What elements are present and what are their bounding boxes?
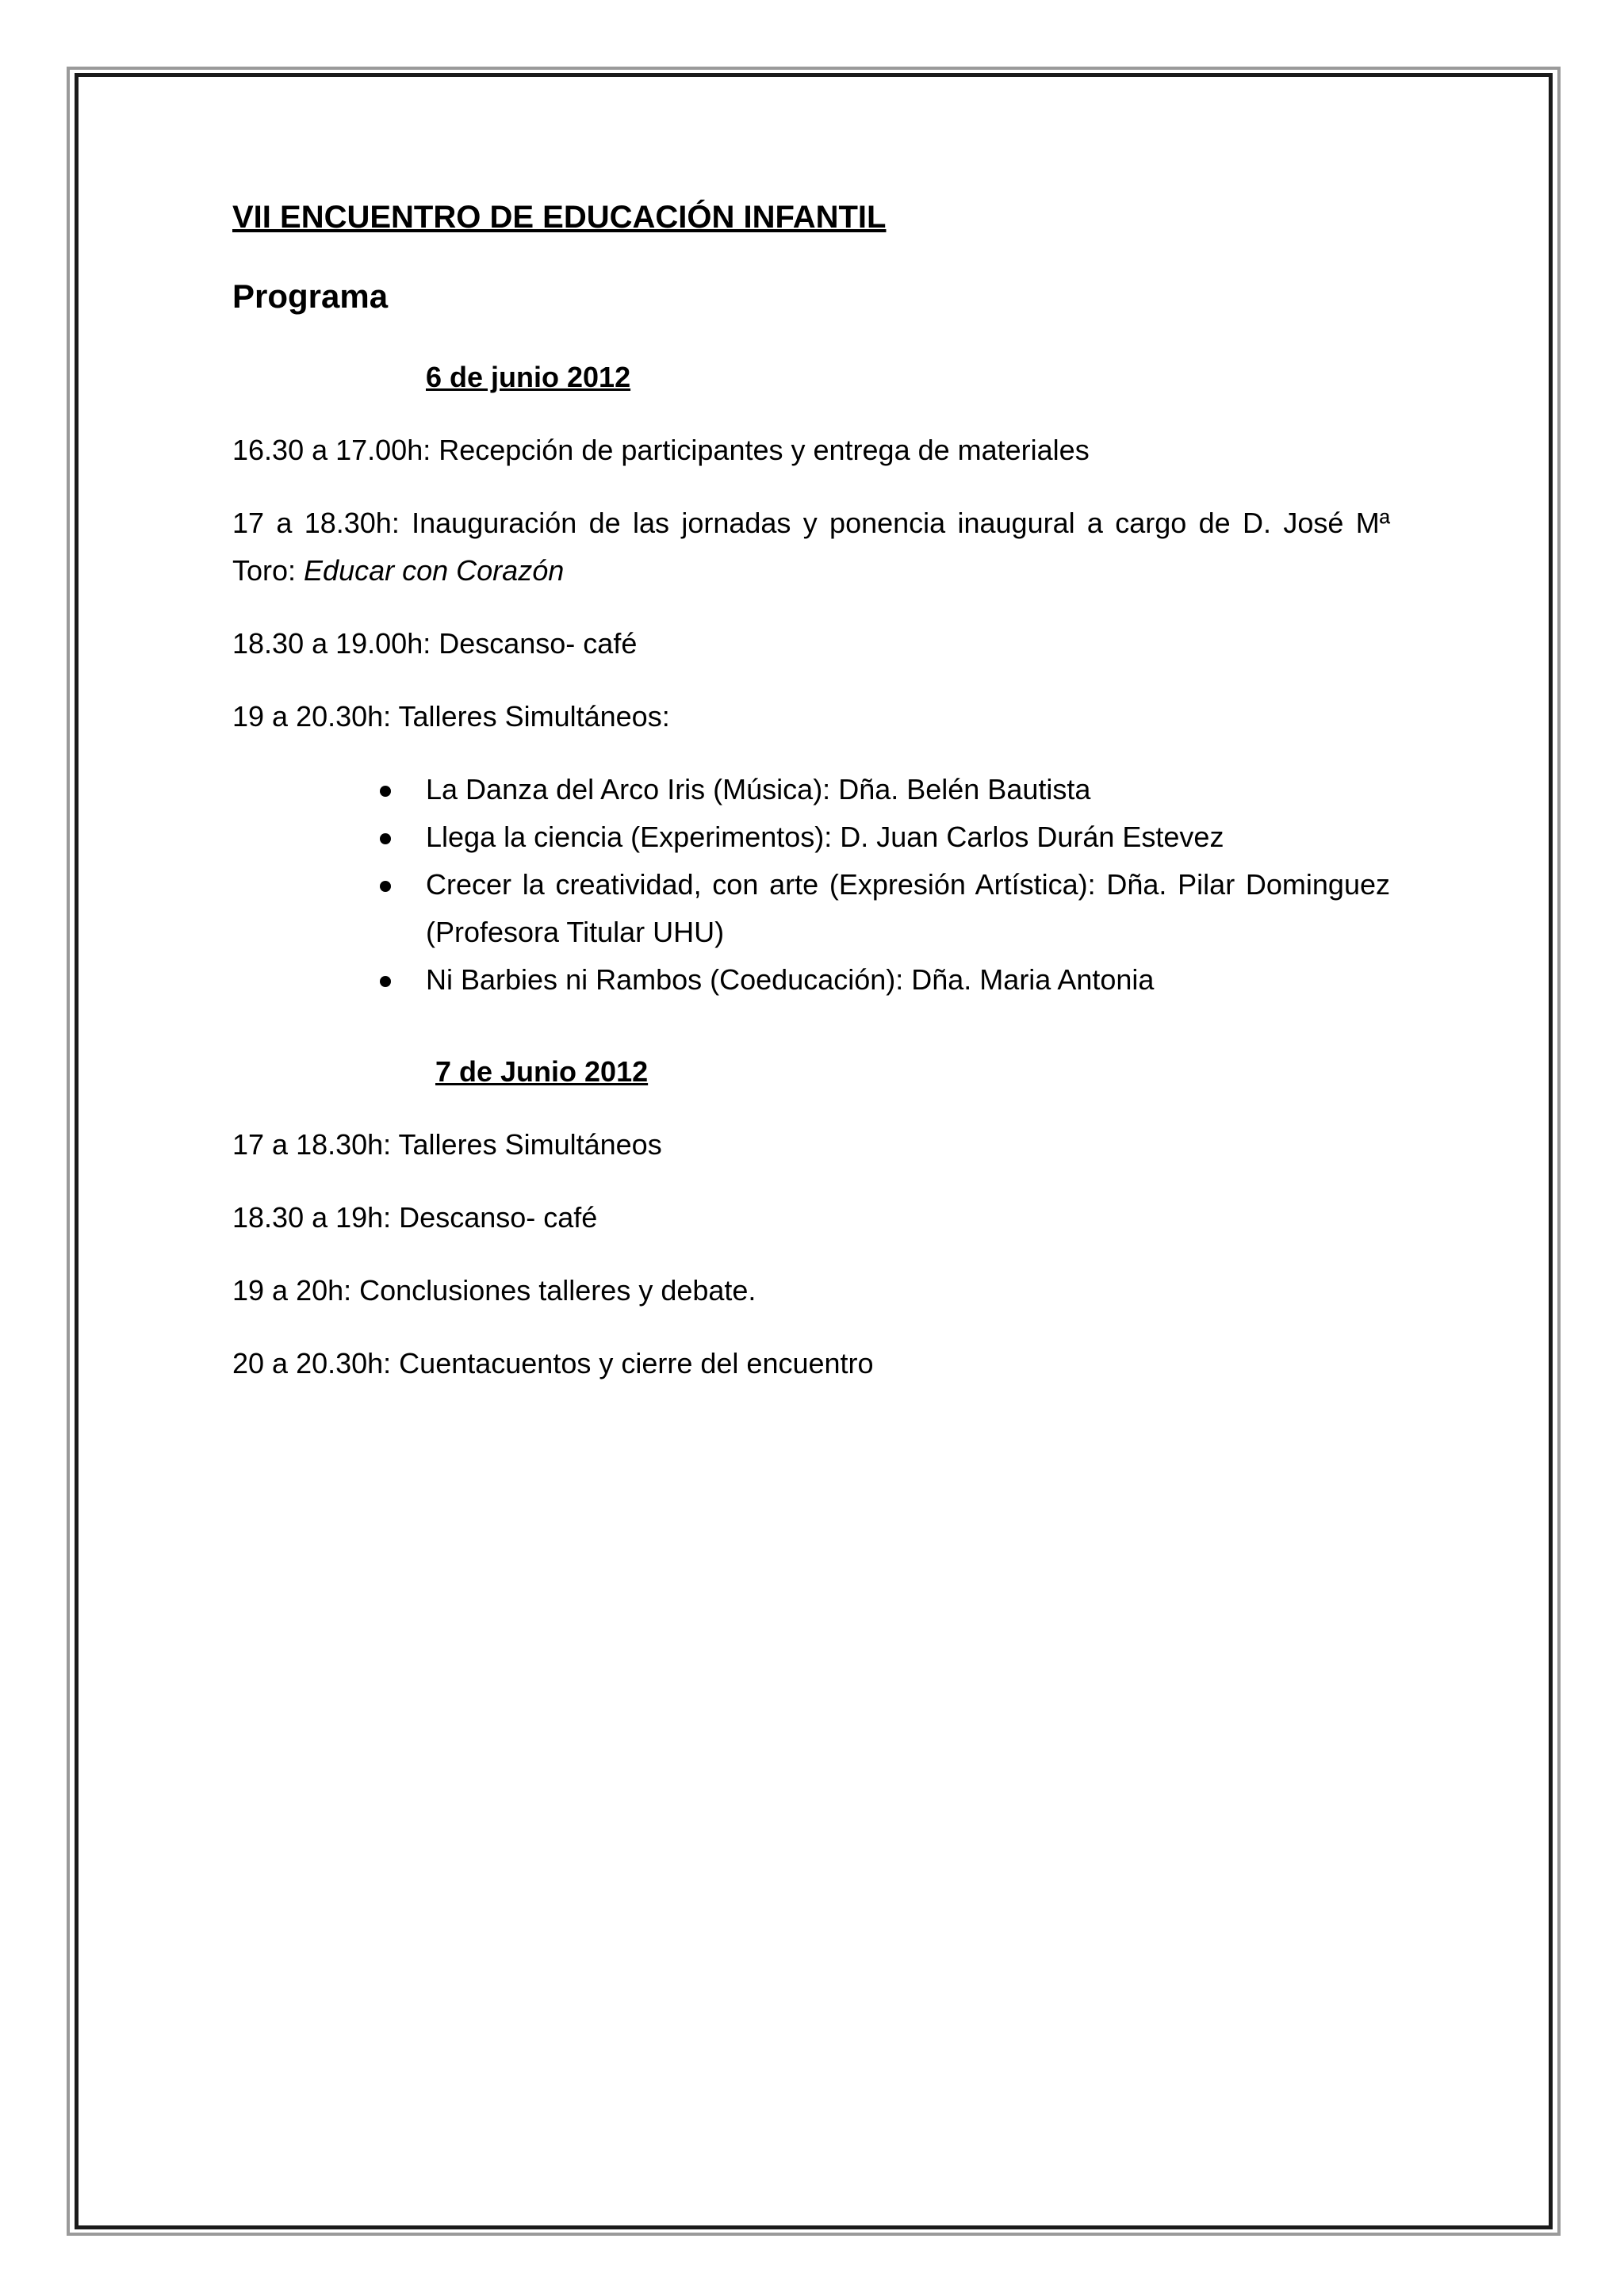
bullet-icon <box>380 956 396 1004</box>
inauguration-talk-title: Educar con Corazón <box>304 554 565 587</box>
schedule-item: 20 a 20.30h: Cuentacuentos y cierre del encuentro <box>232 1347 874 1380</box>
day2-date-heading: 7 de Junio 2012 <box>435 1055 649 1088</box>
bullet-icon <box>380 813 396 861</box>
schedule-item: 19 a 20.30h: Talleres Simultáneos: <box>232 700 670 733</box>
bullet-icon <box>380 766 396 813</box>
schedule-item: 19 a 20h: Conclusiones talleres y debate. <box>232 1274 756 1307</box>
schedule-item: 18.30 a 19.00h: Descanso- café <box>232 627 638 660</box>
schedule-item: 16.30 a 17.00h: Recepción de participantes y entrega de materiales <box>232 434 1090 466</box>
workshop-item: Ni Barbies ni Rambos (Coeducación): Dña. Maria Antonia <box>426 956 1390 1004</box>
schedule-item-inauguration <box>232 499 1390 595</box>
document-title: VII ENCUENTRO DE EDUCACIÓN INFANTIL <box>232 200 887 235</box>
workshop-item: La Danza del Arco Iris (Música): Dña. Belén Bautista <box>426 766 1390 813</box>
workshop-item: Crecer la creatividad, con arte (Expresión Artística): Dña. Pilar Dominguez (Profesora Titular UHU) <box>426 861 1390 956</box>
workshop-item: Llega la ciencia (Experimentos): D. Juan Carlos Durán Estevez <box>426 813 1390 861</box>
inauguration-text: 17 a 18.30h: Inauguración de las jornadas y ponencia inaugural a cargo de D. José Mª Toro: <box>232 507 1390 587</box>
bullet-icon <box>380 861 396 909</box>
schedule-item: 17 a 18.30h: Talleres Simultáneos <box>232 1128 662 1161</box>
program-heading: Programa <box>232 277 389 315</box>
day1-date-heading: 6 de junio 2012 <box>426 361 631 393</box>
schedule-item: 18.30 a 19h: Descanso- café <box>232 1201 598 1234</box>
workshop-list <box>426 766 1390 1004</box>
